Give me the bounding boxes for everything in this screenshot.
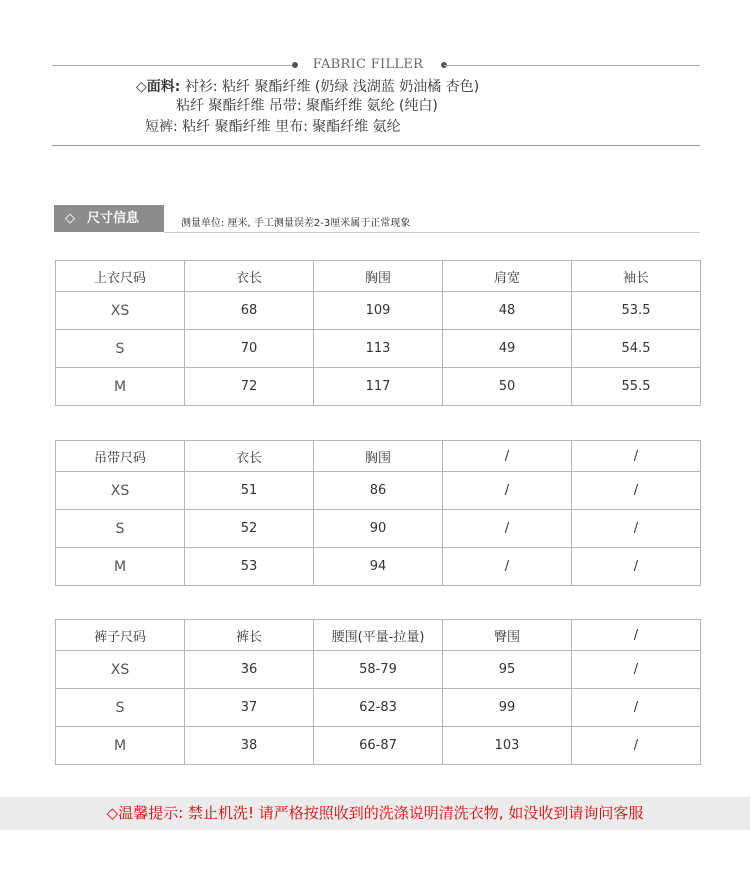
table-row <box>56 368 701 406</box>
value-cell: 48 <box>443 292 572 330</box>
size-cell: S <box>56 689 185 727</box>
table-row <box>56 330 701 368</box>
value-cell: 36 <box>185 651 314 689</box>
table-row <box>56 548 701 586</box>
value-cell: 37 <box>185 689 314 727</box>
fabric-line-2: 粘纤 聚酯纤维 吊带: 聚酯纤维 氨纶 (纯白) <box>176 98 438 114</box>
value-cell: / <box>572 510 701 548</box>
fabric-header <box>0 56 750 74</box>
value-cell: 103 <box>443 727 572 765</box>
table-header-row <box>56 620 701 651</box>
header-cell: 胸围 <box>314 261 443 292</box>
value-cell: 50 <box>443 368 572 406</box>
size-cell: S <box>56 330 185 368</box>
table-row <box>56 651 701 689</box>
diamond-icon: ◇ <box>65 211 75 226</box>
header-cell: 袖长 <box>572 261 701 292</box>
header-cell: 肩宽 <box>443 261 572 292</box>
value-cell: 94 <box>314 548 443 586</box>
table-header-row <box>56 441 701 472</box>
value-cell: 58-79 <box>314 651 443 689</box>
table-header-row <box>56 261 701 292</box>
value-cell: 70 <box>185 330 314 368</box>
camisole-size-table <box>55 440 701 586</box>
header-cell: 衣长 <box>185 441 314 472</box>
value-cell: 66-87 <box>314 727 443 765</box>
header-cell: / <box>572 620 701 651</box>
value-cell: / <box>572 651 701 689</box>
value-cell: 53 <box>185 548 314 586</box>
header-cell: 腰围(平量-拉量) <box>314 620 443 651</box>
size-info-header <box>54 205 700 233</box>
value-cell: 72 <box>185 368 314 406</box>
fabric-bottom-rule <box>52 145 700 146</box>
fabric-line-1-text: 衬衫: 粘纤 聚酯纤维 (奶绿 浅湖蓝 奶油橘 杏色) <box>184 79 480 95</box>
value-cell: 49 <box>443 330 572 368</box>
fabric-title: FABRIC FILLER <box>312 57 424 72</box>
header-divider-right <box>444 65 700 66</box>
top-size-table <box>55 260 701 406</box>
value-cell: 99 <box>443 689 572 727</box>
value-cell: / <box>572 472 701 510</box>
size-cell: XS <box>56 472 185 510</box>
table-row <box>56 472 701 510</box>
value-cell: 55.5 <box>572 368 701 406</box>
value-cell: / <box>572 689 701 727</box>
value-cell: 53.5 <box>572 292 701 330</box>
header-divider-left <box>52 65 295 66</box>
value-cell: 54.5 <box>572 330 701 368</box>
value-cell: 109 <box>314 292 443 330</box>
size-header-rule <box>164 232 700 233</box>
value-cell: 51 <box>185 472 314 510</box>
value-cell: 52 <box>185 510 314 548</box>
size-cell: XS <box>56 292 185 330</box>
table-row <box>56 510 701 548</box>
header-cell: 裤长 <box>185 620 314 651</box>
header-cell: 裤子尺码 <box>56 620 185 651</box>
header-dot-left <box>292 62 298 68</box>
value-cell: / <box>443 548 572 586</box>
fabric-label: ◇面料: <box>136 79 181 95</box>
header-cell: 衣长 <box>185 261 314 292</box>
table-row <box>56 727 701 765</box>
size-cell: M <box>56 368 185 406</box>
fabric-line-3: 短裤: 粘纤 聚酯纤维 里布: 聚酯纤维 氨纶 <box>145 119 401 135</box>
table-row <box>56 292 701 330</box>
header-cell: 胸围 <box>314 441 443 472</box>
value-cell: / <box>443 472 572 510</box>
pants-size-table <box>55 619 701 765</box>
value-cell: 113 <box>314 330 443 368</box>
size-cell: S <box>56 510 185 548</box>
value-cell: 68 <box>185 292 314 330</box>
value-cell: 117 <box>314 368 443 406</box>
value-cell: / <box>443 510 572 548</box>
header-cell: 吊带尺码 <box>56 441 185 472</box>
value-cell: 38 <box>185 727 314 765</box>
size-cell: XS <box>56 651 185 689</box>
value-cell: 90 <box>314 510 443 548</box>
size-cell: M <box>56 548 185 586</box>
header-cell: 上衣尺码 <box>56 261 185 292</box>
header-cell: / <box>443 441 572 472</box>
measurement-note: 测量单位: 厘米, 手工测量误差2-3厘米属于正常现象 <box>181 218 411 229</box>
header-cell: 臀围 <box>443 620 572 651</box>
table-row <box>56 689 701 727</box>
size-info-tab <box>54 205 164 232</box>
value-cell: / <box>572 548 701 586</box>
value-cell: 95 <box>443 651 572 689</box>
value-cell: 86 <box>314 472 443 510</box>
value-cell: / <box>572 727 701 765</box>
size-info-title: 尺寸信息 <box>87 211 140 226</box>
size-cell: M <box>56 727 185 765</box>
care-notice-banner: ◇温馨提示: 禁止机洗! 请严格按照收到的洗涤说明清洗衣物, 如没收到请询问客服 <box>0 797 750 830</box>
value-cell: 62-83 <box>314 689 443 727</box>
header-cell: / <box>572 441 701 472</box>
